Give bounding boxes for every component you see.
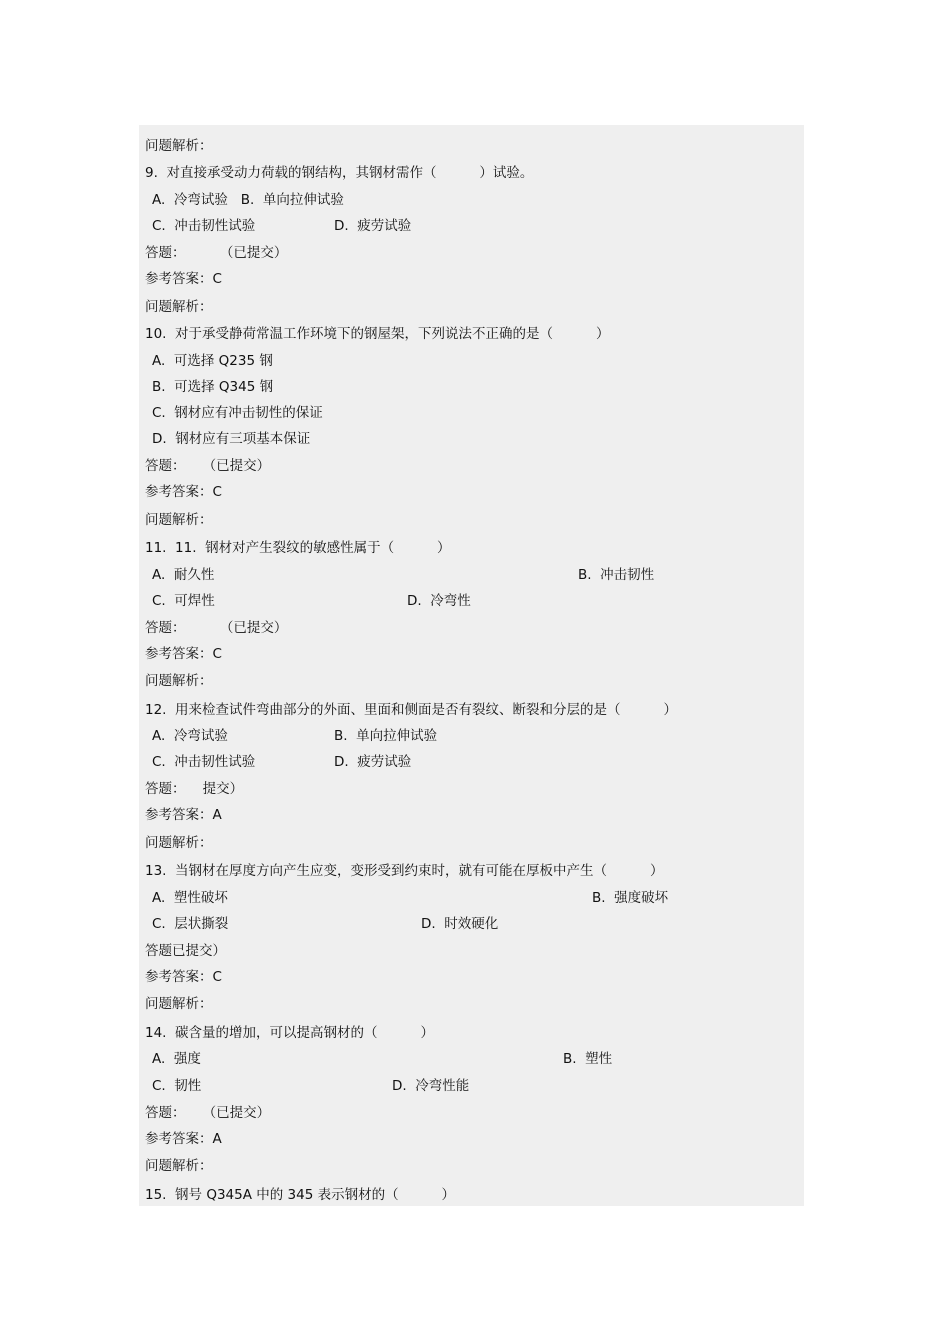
text-line: D. 疲劳试验 [334, 754, 412, 770]
text-line: 答题已提交） [145, 943, 226, 959]
text-line: 答题： （已提交） [145, 245, 288, 261]
text-line: 答题： （已提交） [145, 458, 271, 474]
text-line: 15. 钢号 Q345A 中的 345 表示钢材的（ ） [145, 1187, 456, 1203]
text-line: C. 韧性 [152, 1078, 202, 1094]
text-line: B. 冲击韧性 [578, 567, 655, 583]
text-line: 问题解析： [145, 138, 213, 154]
text-line: B. 可选择 Q345 钢 [152, 379, 274, 395]
text-line: A. 冷弯试验 B. 单向拉伸试验 [152, 192, 344, 208]
text-line: C. 层状撕裂 [152, 916, 229, 932]
text-line: 问题解析： [145, 673, 213, 689]
text-line: 参考答案：C [145, 271, 222, 287]
text-line: D. 时效硬化 [421, 916, 499, 932]
text-line: A. 强度 [152, 1051, 201, 1067]
content-panel [139, 125, 804, 1206]
text-line: 问题解析： [145, 1158, 213, 1174]
text-line: 参考答案：C [145, 646, 222, 662]
text-line: 14. 碳含量的增加，可以提高钢材的（ ） [145, 1025, 434, 1041]
text-line: 问题解析： [145, 996, 213, 1012]
text-line: 答题： （已提交） [145, 620, 288, 636]
text-line: A. 可选择 Q235 钢 [152, 353, 273, 369]
text-line: 答题： 提交） [145, 781, 244, 797]
text-line: 参考答案：C [145, 484, 222, 500]
text-line: 11. 11. 钢材对产生裂纹的敏感性属于（ ） [145, 540, 451, 556]
text-line: 12. 用来检查试件弯曲部分的外面、里面和侧面是否有裂纹、断裂和分层的是（ ） [145, 702, 677, 718]
text-line: D. 疲劳试验 [334, 218, 412, 234]
text-line: C. 冲击韧性试验 [152, 218, 256, 234]
text-line: A. 耐久性 [152, 567, 215, 583]
text-line: 问题解析： [145, 512, 213, 528]
text-line: D. 钢材应有三项基本保证 [152, 431, 311, 447]
text-line: A. 塑性破坏 [152, 890, 228, 906]
text-line: 9. 对直接承受动力荷载的钢结构，其钢材需作（ ）试验。 [145, 165, 534, 181]
text-line: 参考答案：C [145, 969, 222, 985]
text-line: C. 钢材应有冲击韧性的保证 [152, 405, 323, 421]
text-line: B. 单向拉伸试验 [334, 728, 438, 744]
text-line: B. 强度破坏 [592, 890, 669, 906]
text-line: 13. 当钢材在厚度方向产生应变，变形受到约束时，就有可能在厚板中产生（ ） [145, 863, 664, 879]
text-line: 问题解析： [145, 299, 213, 315]
text-line: 参考答案：A [145, 807, 222, 823]
text-line: 答题： （已提交） [145, 1105, 271, 1121]
text-line: A. 冷弯试验 [152, 728, 228, 744]
text-line: C. 冲击韧性试验 [152, 754, 256, 770]
text-line: D. 冷弯性 [407, 593, 471, 609]
text-line: D. 冷弯性能 [392, 1078, 470, 1094]
text-line: C. 可焊性 [152, 593, 215, 609]
text-line: 10. 对于承受静荷常温工作环境下的钢屋架，下列说法不正确的是（ ） [145, 326, 610, 342]
text-line: 参考答案：A [145, 1131, 222, 1147]
text-line: 问题解析： [145, 835, 213, 851]
text-line: B. 塑性 [563, 1051, 613, 1067]
